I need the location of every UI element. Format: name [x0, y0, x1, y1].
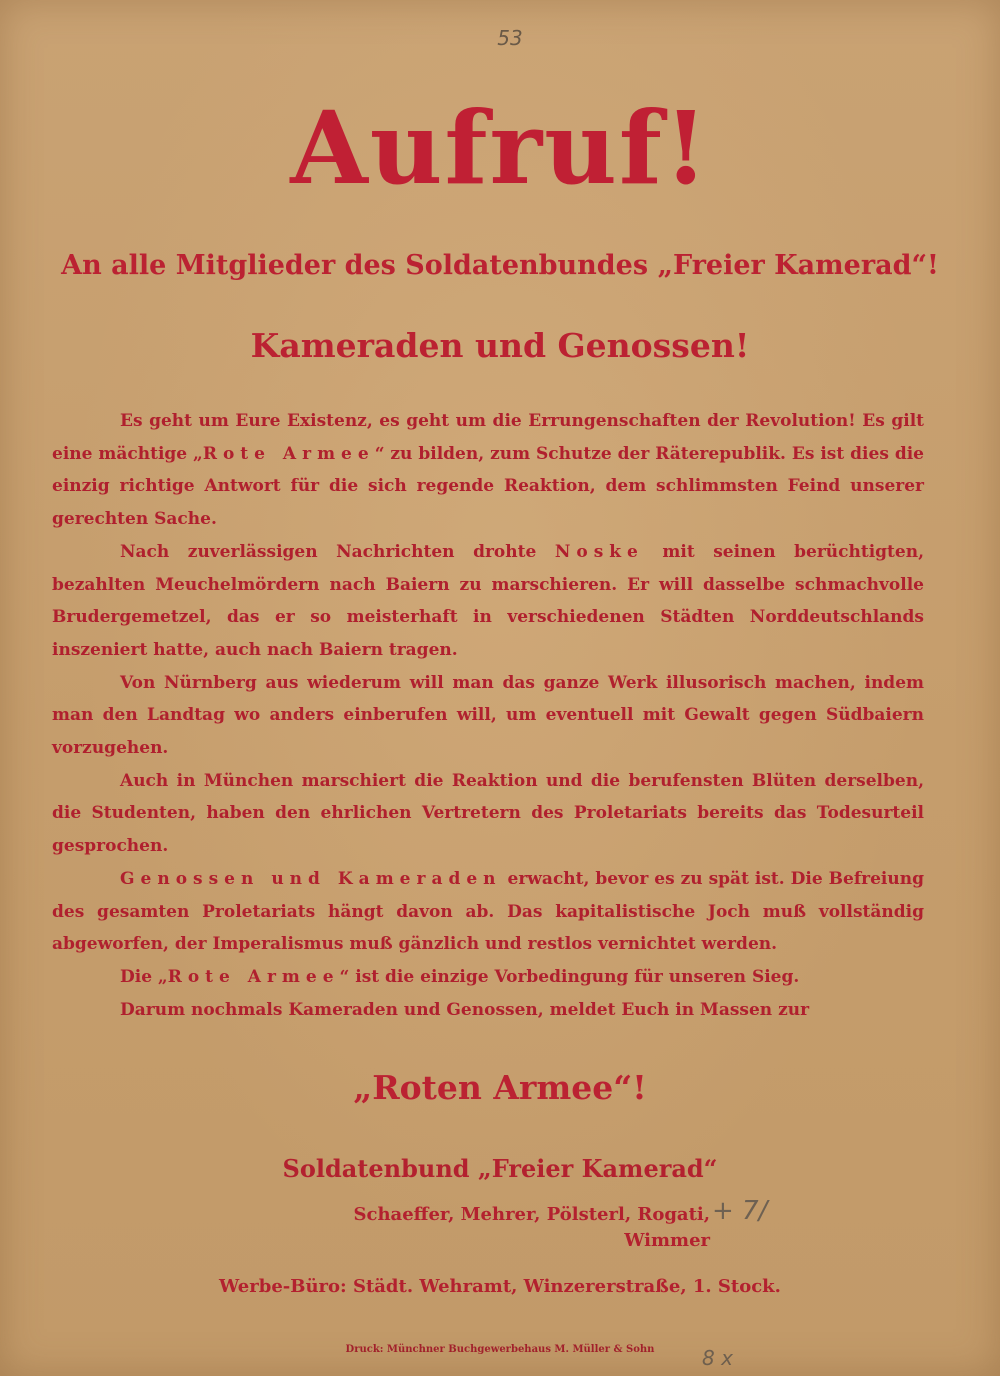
- poster-title: Aufruf!: [290, 89, 710, 207]
- archive-number: 53: [497, 26, 523, 50]
- appeal-body: [52, 405, 924, 1026]
- paragraph-text: Darum nochmals Kameraden und Genossen, meldet Euch in Massen zur: [120, 999, 810, 1020]
- paragraph-text: Die „: [120, 966, 168, 987]
- paragraph-text: “ ist die einzige Vorbedingung für unseren Sieg.: [339, 966, 800, 987]
- paragraph-text: Auch in München marschiert die Reaktion und die berufensten Blüten derselben, die Studenten, haben den ehrlichen Vertretern des Proletariats bereits das Todesurteil gesprochen.: [52, 770, 924, 857]
- address-line: An alle Mitglieder des Soldatenbundes „Freier Kamerad“!: [61, 250, 939, 281]
- slogan: „Roten Armee“!: [353, 1068, 647, 1107]
- organization-name: Soldatenbund „Freier Kamerad“: [282, 1154, 718, 1183]
- paragraph-text: Es geht um Eure Existenz, es geht um die Errungenschaften der Revolution! Es gilt eine mächtige „: [52, 411, 924, 464]
- paragraph-1: [52, 405, 924, 536]
- paragraph-text: Von Nürnberg aus wiederum will man das ganze Werk illusorisch machen, indem man den Landtag wo anders einberufen will, um eventuell mit Gewalt gegen Südbaiern vorzugehen.: [52, 672, 924, 759]
- paragraph-2: [52, 536, 924, 667]
- spaced-emphasis: Genossen und Kameraden: [120, 868, 502, 889]
- signatories: Schaeffer, Mehrer, Pölsterl, Rogati, Wimmer: [353, 1204, 710, 1251]
- paragraph-7: [52, 994, 924, 1027]
- paragraph-5: [52, 863, 924, 961]
- paragraph-text: mit seinen berüchtigten, bezahlten Meuchelmördern nach Baiern zu marschieren. Er will dasselbe schmachvolle Brudergemetzel, das er so meisterhaft in verschiedenen Städten Norddeutschlands inszeniert hatte, auch nach Baiern tragen.: [52, 541, 924, 660]
- spaced-emphasis: Noske: [554, 541, 644, 562]
- paragraph-text: “ zu bilden, zum Schutze der Räterepublik. Es ist dies die einzig richtige Antwort für die sich regende Reaktion, dem schlimmsten Feind unserer gerechten Sache.: [52, 443, 924, 530]
- paragraph-4: [52, 765, 924, 863]
- paragraph-text: Nach zuverlässigen Nachrichten drohte: [120, 541, 555, 562]
- recruiting-office: Werbe-Büro: Städt. Wehramt, Winzererstraße, 1. Stock.: [219, 1276, 781, 1297]
- salutation: Kameraden und Genossen!: [250, 326, 750, 365]
- paragraph-6: [52, 961, 924, 994]
- printer-imprint: Druck: Münchner Buchgewerbehaus M. Müller & Sohn: [345, 1344, 655, 1355]
- spaced-emphasis: Rote Armee: [167, 966, 340, 987]
- paragraph-3: [52, 667, 924, 765]
- handwritten-bottom-mark: 8 x: [702, 1346, 733, 1370]
- handwritten-signatory-mark: + 7/: [712, 1196, 768, 1226]
- paragraph-text: erwacht, bevor es zu spät ist. Die Befreiung des gesamten Proletariats hängt davon ab. Das kapitalistische Joch muß vollständig abgeworfen, der Imperalismus muß gänzlich und restlos vernichtet werden.: [52, 868, 925, 955]
- spaced-emphasis: Rote Armee: [202, 443, 375, 464]
